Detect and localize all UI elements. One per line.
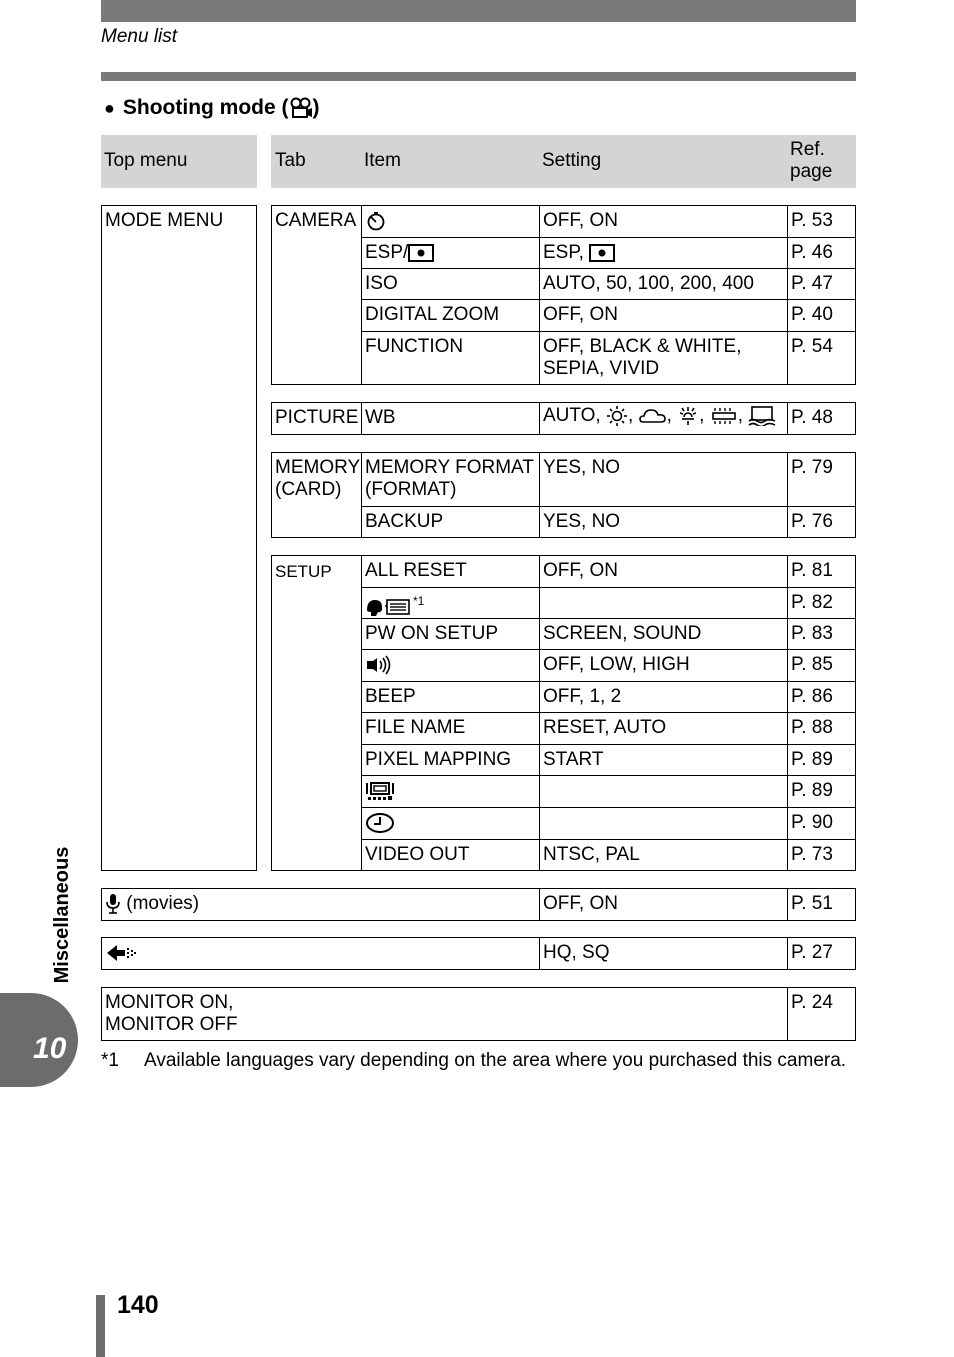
sunny-icon xyxy=(606,405,628,426)
movie-sound-setting: OFF, ON xyxy=(539,888,788,921)
col-header-setting: Setting xyxy=(542,150,602,171)
language-icon xyxy=(365,596,413,617)
camera-row-2-item: ESP/ xyxy=(361,237,540,269)
camera-row-1-setting: OFF, ON xyxy=(539,205,788,238)
setup-row-10-item: VIDEO OUT xyxy=(361,839,540,871)
monitor-ref: P. 24 xyxy=(787,987,856,1041)
section-title-prefix: Shooting mode ( xyxy=(122,96,289,119)
camera-row-2-ref: P. 46 xyxy=(787,237,856,269)
setup-row-8-item xyxy=(361,775,540,808)
tab-picture: PICTURE xyxy=(271,402,362,435)
image-quality-icon xyxy=(105,942,137,963)
image-quality-setting: HQ, SQ xyxy=(539,937,788,970)
camera-row-3-ref: P. 47 xyxy=(787,268,856,300)
section-title-suffix: ) xyxy=(312,96,320,119)
spot-metering-icon xyxy=(589,242,615,263)
monitor-item: MONITOR ON, MONITOR OFF xyxy=(101,987,788,1041)
setup-row-8-setting xyxy=(539,775,788,808)
chapter-number: 10 xyxy=(33,1032,67,1065)
underwater-icon xyxy=(748,405,776,426)
self-timer-icon xyxy=(365,210,387,231)
memory-row-2-ref: P. 76 xyxy=(787,506,856,538)
memory-row-1-setting: YES, NO xyxy=(539,452,788,507)
memory-row-1-item: MEMORY FORMAT (FORMAT) xyxy=(361,452,540,507)
setup-row-6-setting: RESET, AUTO xyxy=(539,712,788,745)
camera-row-5-setting: OFF, BLACK & WHITE, SEPIA, VIVID xyxy=(539,331,788,385)
clock-icon xyxy=(365,812,397,833)
tab-camera: CAMERA xyxy=(271,205,362,385)
image-quality-item xyxy=(101,937,540,970)
movie-camera-icon xyxy=(289,96,313,119)
header-rule xyxy=(101,72,856,81)
setup-row-3-setting: SCREEN, SOUND xyxy=(539,618,788,650)
setup-row-7-item: PIXEL MAPPING xyxy=(361,744,540,776)
mode-menu-label: MODE MENU xyxy=(105,210,224,231)
page-number: 140 xyxy=(117,1291,159,1319)
setup-row-7-ref: P. 89 xyxy=(787,744,856,776)
camera-row-4-item: DIGITAL ZOOM xyxy=(361,299,540,332)
setup-row-1-setting: OFF, ON xyxy=(539,555,788,588)
camera-row-3-item: ISO xyxy=(361,268,540,300)
col-header-ref-1: Ref. xyxy=(790,139,825,160)
fluorescent-icon xyxy=(710,405,738,426)
camera-row-5-ref: P. 54 xyxy=(787,331,856,385)
section-title xyxy=(104,96,320,120)
camera-row-2-setting: ESP, xyxy=(539,237,788,269)
movie-sound-ref: P. 51 xyxy=(787,888,856,921)
setup-row-9-setting xyxy=(539,807,788,840)
camera-row-5-item: FUNCTION xyxy=(361,331,540,385)
side-tab-label: Miscellaneous xyxy=(51,846,73,984)
setup-row-7-setting: START xyxy=(539,744,788,776)
setup-row-9-ref: P. 90 xyxy=(787,807,856,840)
picture-item: WB xyxy=(361,402,540,435)
camera-row-1-ref: P. 53 xyxy=(787,205,856,238)
spot-metering-icon xyxy=(408,242,434,263)
setup-row-3-item: PW ON SETUP xyxy=(361,618,540,650)
setup-row-5-item: BEEP xyxy=(361,681,540,713)
setup-row-10-ref: P. 73 xyxy=(787,839,856,871)
setup-row-6-ref: P. 88 xyxy=(787,712,856,745)
mode-menu-cell xyxy=(101,205,257,871)
page-number-bar xyxy=(96,1295,105,1357)
setup-row-1-ref: P. 81 xyxy=(787,555,856,588)
header-top-bar xyxy=(101,0,856,22)
footnote-marker: *1 xyxy=(413,594,425,608)
picture-ref: P. 48 xyxy=(787,402,856,435)
bullet: ● xyxy=(104,98,115,118)
col-header-item: Item xyxy=(364,150,401,171)
setup-row-9-item xyxy=(361,807,540,840)
col-header-ref-2: page xyxy=(790,161,833,182)
setup-row-1-item: ALL RESET xyxy=(361,555,540,588)
memory-row-2-setting: YES, NO xyxy=(539,506,788,538)
camera-row-4-ref: P. 40 xyxy=(787,299,856,332)
setup-row-4-ref: P. 85 xyxy=(787,649,856,682)
cloudy-icon xyxy=(639,405,667,426)
image-quality-ref: P. 27 xyxy=(787,937,856,970)
camera-row-1-item xyxy=(361,205,540,238)
footnote-mark: *1 xyxy=(101,1050,119,1071)
footnote-text: Available languages vary depending on the area where you purchased this camera. xyxy=(144,1050,847,1071)
picture-setting: AUTO, , , , , xyxy=(539,402,788,435)
camera-row-3-setting: AUTO, 50, 100, 200, 400 xyxy=(539,268,788,300)
setup-row-2-setting xyxy=(539,587,788,619)
tungsten-icon xyxy=(677,405,699,426)
microphone-icon xyxy=(105,893,121,914)
setup-row-6-item: FILE NAME xyxy=(361,712,540,745)
tab-memory: MEMORY (CARD) xyxy=(271,452,362,538)
volume-icon xyxy=(365,654,393,675)
setup-row-4-setting: OFF, LOW, HIGH xyxy=(539,649,788,682)
col-header-top-menu: Top menu xyxy=(104,150,188,171)
col-header-tab: Tab xyxy=(275,150,306,171)
memory-row-2-item: BACKUP xyxy=(361,506,540,538)
setup-row-8-ref: P. 89 xyxy=(787,775,856,808)
setup-row-10-setting: NTSC, PAL xyxy=(539,839,788,871)
setup-row-3-ref: P. 83 xyxy=(787,618,856,650)
setup-row-4-item xyxy=(361,649,540,682)
camera-row-4-setting: OFF, ON xyxy=(539,299,788,332)
setup-row-2-ref: P. 82 xyxy=(787,587,856,619)
setup-row-2-item xyxy=(361,587,540,619)
memory-row-1-ref: P. 79 xyxy=(787,452,856,507)
setup-row-5-ref: P. 86 xyxy=(787,681,856,713)
tab-setup: SETUP xyxy=(271,555,362,871)
header-title: Menu list xyxy=(101,26,178,47)
monitor-brightness-icon xyxy=(365,780,397,801)
setup-row-5-setting: OFF, 1, 2 xyxy=(539,681,788,713)
movie-sound-item: (movies) xyxy=(101,888,540,921)
